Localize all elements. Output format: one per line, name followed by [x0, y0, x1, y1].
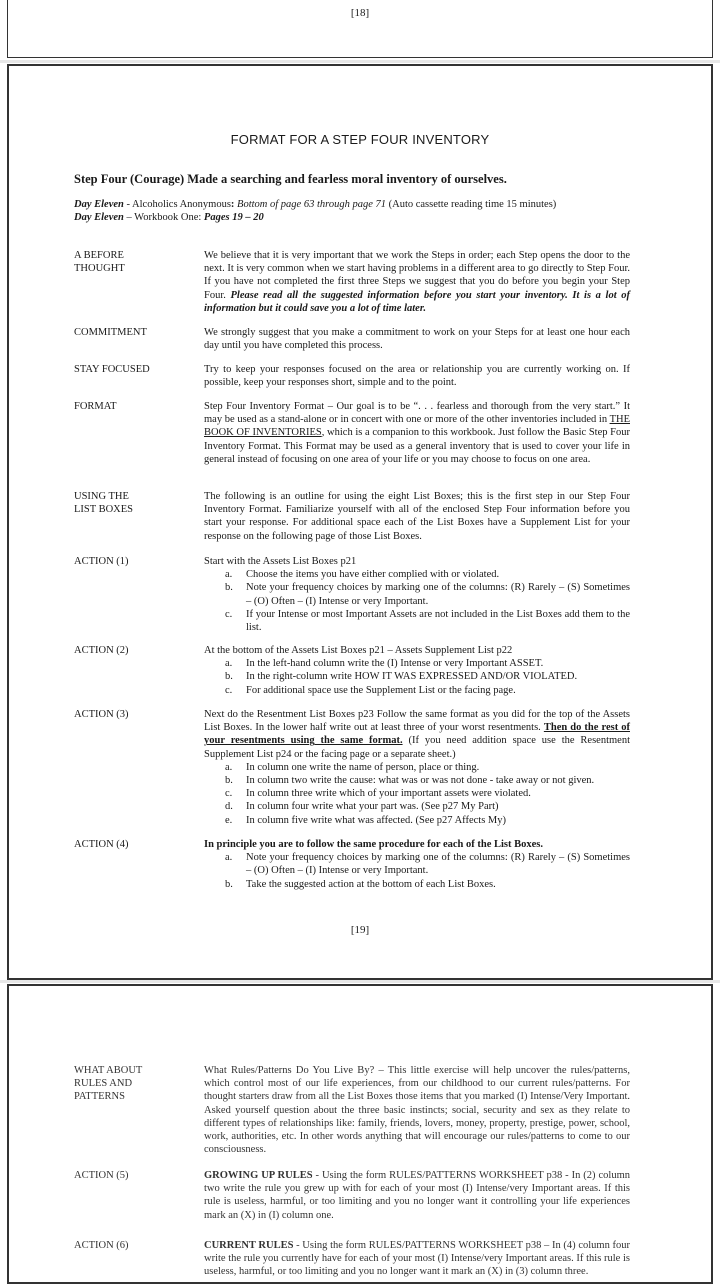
page-18	[7, 0, 713, 58]
section-text: Step Four Inventory Format – Our goal is to be “. . . fearless and thorough from the very start.” It may be used as a stand-alone or in concert with one or more of the other inventories included in THE BOOK OF INVENTORIES, which is a companion to this workbook. Just follow the Basic Step Four Inventory Format. This Format may be used as a general inventory that is used to cover your life in general instead of focusing on one area of your life or you may choose to focus on one area.	[204, 401, 630, 465]
list-item: c. For additional space use the Supplement List or the facing page.	[225, 684, 516, 696]
page-number: [19]	[350, 924, 370, 936]
reading-reference-1: Day Eleven - Alcoholics Anonymous: Bottom of page 63 through page 71 (Auto cassette reading time 15 minutes)	[74, 199, 557, 210]
page-19	[7, 64, 713, 980]
section-label: ACTION (3)	[74, 709, 129, 720]
section-label: A BEFORE THOUGHT	[74, 250, 125, 274]
section-label: WHAT ABOUT RULES AND PATTERNS	[74, 1065, 143, 1102]
section-text: We believe that it is very important that we work the Steps in order; each Step opens the door to the next. It is very common when we start having problems in a different area to go directly to Step Four. If you have not completed the first three Steps we suggest that you do before you begin your Step Four. Please read all the suggested information before you start your inventory. It is a lot of information but it could save you a lot of time later.	[204, 250, 630, 314]
book-reference: THE BOOK OF INVENTORIES	[204, 414, 630, 439]
section-text: The following is an outline for using the eight List Boxes; this is the first step in our Step Four Inventory Format. Familiarize yourself with all of the enclosed Step Four information before you start your response. For additional space each of the List Boxes have a Supplement List for your response on the following page of those List Boxes.	[204, 491, 630, 542]
list-item: c. If your Intense or most Important Assets are not included in the List Boxes add them to the list.	[225, 608, 630, 634]
step-heading: Step Four (Courage) Made a searching and fearless moral inventory of ourselves.	[74, 172, 507, 186]
section-label: ACTION (2)	[74, 645, 129, 656]
list-item: b. In column two write the cause: what was or was not done - take away or not given.	[225, 775, 595, 787]
section-text: We strongly suggest that you make a commitment to work on your Steps for at least one hour each day until you have completed this process.	[204, 327, 630, 352]
list-item: a. In column one write the name of person, place or thing.	[225, 761, 480, 773]
section-text: At the bottom of the Assets List Boxes p21 – Assets Supplement List p22 a. In the left-hand column write the (I) Intense or very Important ASSET. b. In the right-column write HOW IT WAS EXPRESSED AND/OR VIOLATED. c. For additional space use the Supplement List or the facing page.	[204, 644, 630, 697]
document-title: FORMAT FOR A STEP FOUR INVENTORY	[230, 132, 490, 147]
section-label: STAY FOCUSED	[74, 364, 150, 375]
list-item: b. Note your frequency choices by marking one of the columns: (R) Rarely – (S) Sometimes – (O) Often – (I) Intense or very Important.	[225, 582, 630, 607]
list-item: e. In column five write what was affected. (See p27 Affects My)	[225, 814, 506, 826]
section-text: CURRENT RULES - Using the form RULES/PATTERNS WORKSHEET p38 – In (4) column four write the rule you currently have for each of your most (I) Intense/very Important areas. If this rule is useless, harmful, or too limiting and you no longer want it mark an (X) in (3) column three.	[204, 1240, 630, 1278]
list-item: a. Note your frequency choices by marking one of the columns: (R) Rarely – (S) Sometimes – (O) Often – (I) Intense or very Important.	[225, 852, 630, 877]
page-separator	[0, 980, 720, 983]
section-text: Try to keep your responses focused on the area or relationship you are currently working on. If possible, keep your responses short, simple and to the point.	[204, 364, 630, 389]
list-item: a. In the left-hand column write the (I) Intense or very Important ASSET.	[225, 658, 544, 670]
page-separator	[0, 60, 720, 63]
list-item: d. In column four write what your part was. (See p27 My Part)	[225, 801, 499, 813]
list-item: c. In column three write which of your important assets were violated.	[225, 788, 531, 800]
section-label: ACTION (5)	[74, 1170, 129, 1181]
list-item: b. Take the suggested action at the bottom of each List Boxes.	[225, 878, 496, 890]
list-item: b. In the right-column write HOW IT WAS EXPRESSED AND/OR VIOLATED.	[225, 671, 578, 683]
reading-reference-2: Day Eleven – Workbook One: Pages 19 – 20	[74, 212, 264, 223]
section-text: GROWING UP RULES - Using the form RULES/PATTERNS WORKSHEET p38 - In (2) column two write the rule you grew up with for each of your most (I) Intense/very Important areas. If this rule is useless, harmful, or too limiting and you no longer want it controlling your life experiences mark an (X) in (I) column one.	[204, 1170, 630, 1221]
section-label: FORMAT	[74, 401, 117, 412]
section-text: In principle you are to follow the same procedure for each of the List Boxes. a. Note your frequency choices by marking one of the columns: (R) Rarely – (S) Sometimes – (O) Often – (I) Intense or very Important. b. Take the suggested action at the bottom of each List Boxes.	[204, 839, 630, 890]
section-label: COMMITMENT	[74, 327, 147, 338]
section-label: ACTION (6)	[74, 1240, 129, 1251]
section-text: What Rules/Patterns Do You Live By? – This little exercise will help uncover the rules/patterns, which control most of our life experiences, from our childhood to our current rules/patterns. For thought starters draw from all the List Boxes those items that you marked (I) Intense/Very Important. Asked yourself question about the three basic instincts; social, security and sex as they relate to different types of relationships like: family, friends, lovers, money, property, prestige, power, school, work, authorities, etc. In other words anything that will encourage our rules/patterns to come to our consciousness.	[204, 1065, 630, 1156]
section-label: USING THE LIST BOXES	[74, 491, 134, 515]
section-label: ACTION (4)	[74, 839, 129, 850]
section-text: Start with the Assets List Boxes p21 a. Choose the items you have either complied with or violated. b. Note your frequency choices by marking one of the columns: (R) Rarely – (S) Sometimes – (O) Often – (I) Intense or very Important. c. If your Intense or most Important Assets are not included in the List Boxes add them to the list.	[204, 556, 630, 634]
list-item: a. Choose the items you have either complied with or violated.	[225, 569, 500, 581]
page-20	[7, 984, 713, 1284]
section-text: Next do the Resentment List Boxes p23 Follow the same format as you did for the top of the Assets List Boxes. In the lower half write out at least three of your worst resentments. Then do the rest of your resentments using the same format. (If you need addition space use the Resentment Supplement List p24 or the facing page or a separate sheet.) a. In column one write the name of person, place or thing. b. In column two write the cause: what was or was not done - take away or not given. c. In column three write which of your important assets were violated. d. In column four write what your part was. (See p27 My Part) e. In column five write what was affected. (See p27 Affects My)	[204, 709, 630, 826]
page-number: [18]	[350, 7, 370, 19]
section-label: ACTION (1)	[74, 556, 129, 567]
